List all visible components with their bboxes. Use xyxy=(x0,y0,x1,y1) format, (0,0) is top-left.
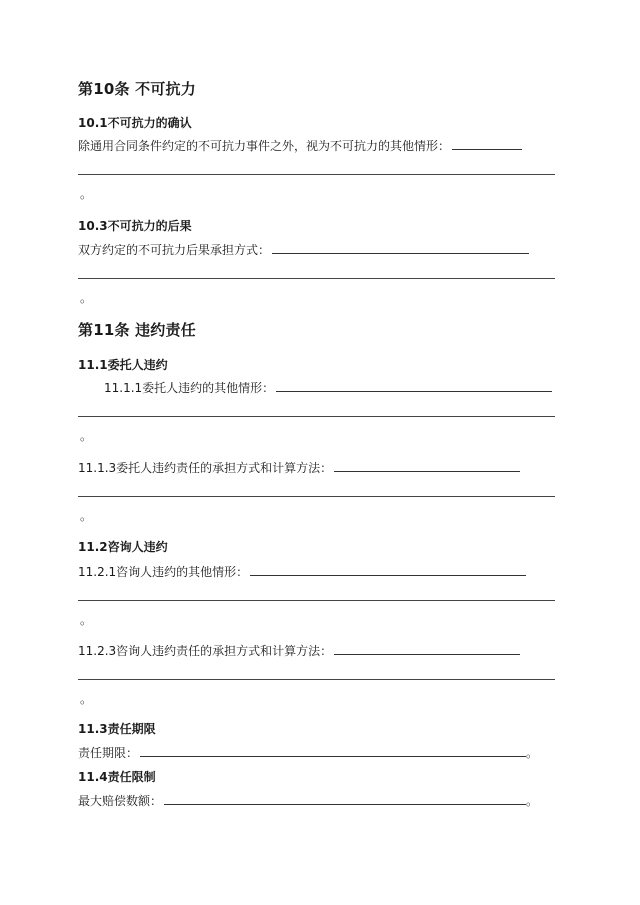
fill-blank[interactable] xyxy=(276,378,552,392)
section-11-1-1-text: 11.1.1委托人违约的其他情形： xyxy=(104,381,275,395)
period-mark: 。 xyxy=(80,429,93,443)
fill-blank[interactable] xyxy=(250,562,526,576)
period-mark: 。 xyxy=(80,613,93,627)
section-11-4-line xyxy=(78,791,538,809)
period-mark: 。 xyxy=(80,692,93,706)
fill-blank[interactable] xyxy=(334,641,520,655)
article-11-title: 第11条 违约责任 xyxy=(78,321,196,339)
period-mark: 。 xyxy=(80,187,93,201)
period-mark: 。 xyxy=(80,509,93,523)
section-10-1-text: 除通用合同条件约定的不可抗力事件之外，视为不可抗力的其他情形： xyxy=(78,139,451,153)
fill-blank-line[interactable] xyxy=(78,679,555,680)
article-10-title: 第10条 不可抗力 xyxy=(78,80,196,98)
section-11-1-3-text: 11.1.3委托人违约责任的承担方式和计算方法： xyxy=(78,461,333,475)
fill-blank[interactable] xyxy=(140,743,526,757)
section-11-1-title: 11.1委托人违约 xyxy=(78,358,168,372)
fill-blank[interactable] xyxy=(164,791,526,805)
fill-blank-line[interactable] xyxy=(78,416,555,417)
section-11-3-text: 责任期限： xyxy=(78,746,139,760)
period-mark: 。 xyxy=(526,794,539,808)
fill-blank-line[interactable] xyxy=(78,496,555,497)
section-11-4-title: 11.4责任限制 xyxy=(78,770,156,784)
section-11-3-title: 11.3责任期限 xyxy=(78,722,156,736)
section-11-2-3-line xyxy=(78,641,520,659)
section-11-4-text: 最大赔偿数额： xyxy=(78,794,163,808)
section-11-3-line xyxy=(78,743,538,761)
section-11-2-3-text: 11.2.3咨询人违约责任的承担方式和计算方法： xyxy=(78,644,333,658)
fill-blank-line[interactable] xyxy=(78,174,555,175)
section-11-1-1-line xyxy=(104,378,552,396)
fill-blank-line[interactable] xyxy=(78,278,555,279)
fill-blank[interactable] xyxy=(272,240,529,254)
section-10-1-title: 10.1不可抗力的确认 xyxy=(78,116,192,130)
section-10-3-title: 10.3不可抗力的后果 xyxy=(78,219,192,233)
period-mark: 。 xyxy=(80,291,93,305)
section-11-2-1-line xyxy=(78,562,526,580)
period-mark: 。 xyxy=(526,746,539,760)
section-11-2-1-text: 11.2.1咨询人违约的其他情形： xyxy=(78,565,249,579)
section-11-2-title: 11.2咨询人违约 xyxy=(78,540,168,554)
fill-blank[interactable] xyxy=(334,458,520,472)
section-10-1-line xyxy=(78,136,522,154)
section-11-1-3-line xyxy=(78,458,520,476)
fill-blank-line[interactable] xyxy=(78,600,555,601)
fill-blank[interactable] xyxy=(452,136,522,150)
section-10-3-text: 双方约定的不可抗力后果承担方式： xyxy=(78,243,271,257)
section-10-3-line xyxy=(78,240,529,258)
